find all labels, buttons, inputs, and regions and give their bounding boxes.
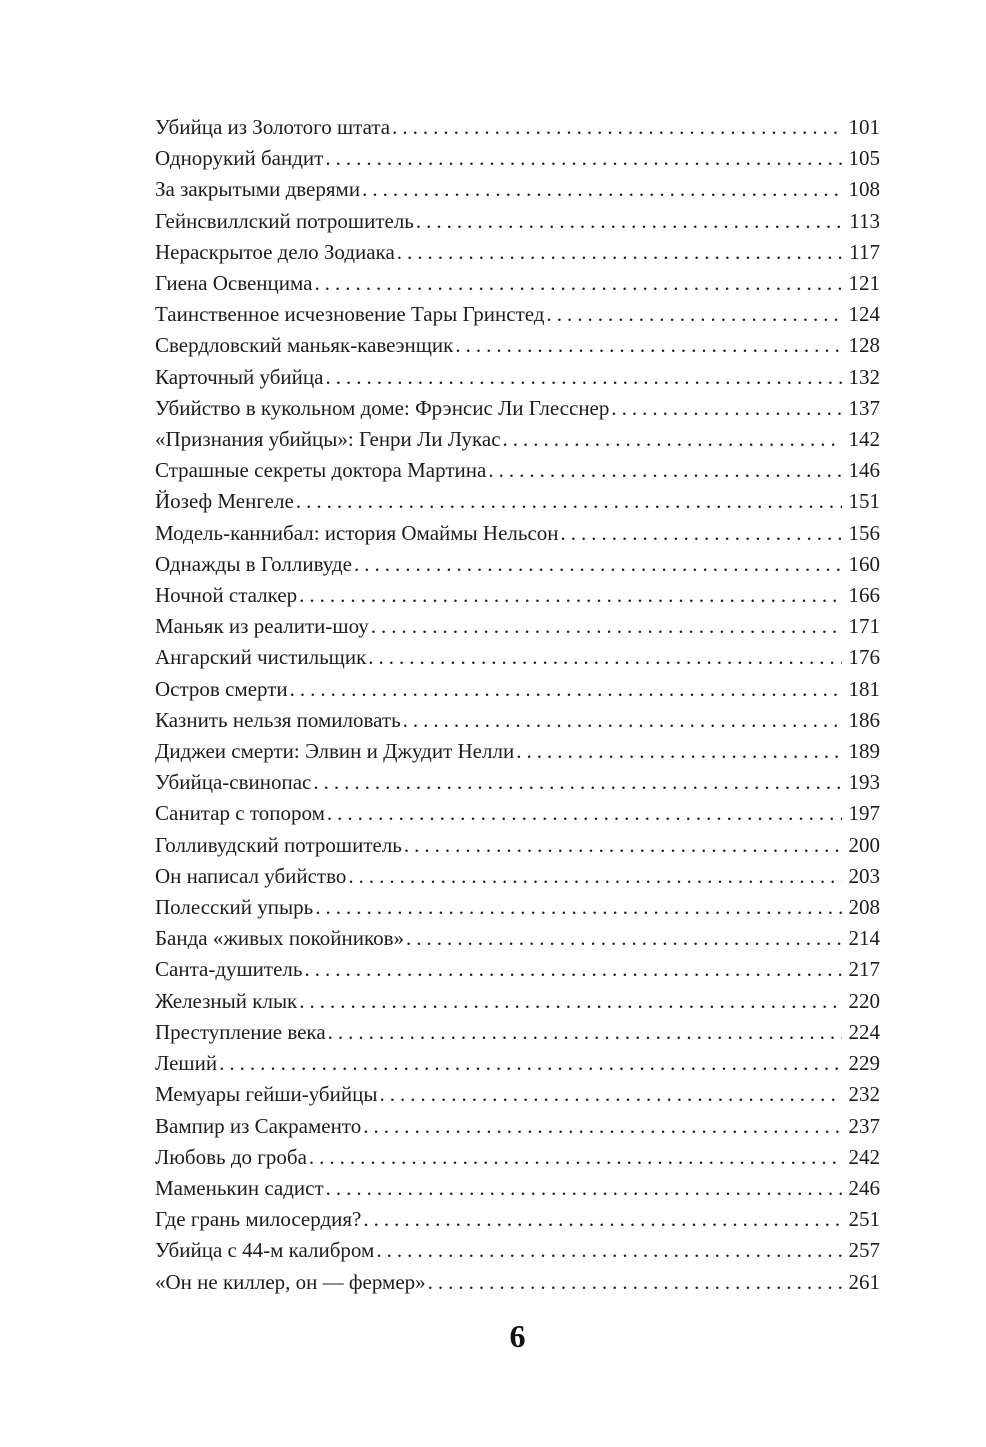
toc-dot-leader [363,1204,842,1235]
toc-row [155,861,880,892]
toc-dot-leader [315,268,843,299]
toc-dot-leader [403,705,842,736]
toc-row [155,892,880,923]
toc-row [155,174,880,205]
toc-row [155,736,880,767]
toc-entry-title: Он написал убийство [155,863,347,888]
toc-row [155,393,880,424]
toc-entry-title: Полесский упырь [155,895,314,920]
toc-dot-leader [362,174,842,205]
toc-dot-leader [561,518,842,549]
toc-row [155,1111,880,1142]
toc-entry-page: 176 [848,645,880,670]
toc-row [155,798,880,829]
toc-entry-page: 156 [848,520,880,545]
toc-row [155,611,880,642]
toc-dot-leader [354,549,842,580]
toc-entry-page: 197 [848,801,880,826]
toc-row [155,112,880,143]
toc-entry-title: Таинственное исчезновение Тары Гринстед [155,302,545,327]
toc-row [155,518,880,549]
toc-dot-leader [611,393,842,424]
toc-row [155,1235,880,1266]
toc-entry-title: Йозеф Менгеле [155,489,294,514]
toc-entry-page: 181 [848,676,880,701]
toc-entry-title: Банда «живых покойников» [155,926,405,951]
toc-dot-leader [348,861,842,892]
page-footer [0,1318,986,1355]
toc-dot-leader [488,455,842,486]
toc-dot-leader [304,954,842,985]
toc-entry-title: Убийца из Золотого штата [155,115,391,139]
toc-entry-title: Голливудский потрошитель [155,832,402,857]
toc-dot-leader [428,1267,842,1298]
toc-entry-title: «Он не киллер, он — фермер» [155,1269,426,1294]
toc-entry-title: Где грань милосердия? [155,1207,362,1232]
toc-entry-title: Санта-душитель [155,957,303,982]
toc-entry-page: 200 [848,832,880,857]
toc-dot-leader [325,143,842,174]
toc-row [155,830,880,861]
toc-row [155,674,880,705]
toc-entry-page: 124 [848,302,880,327]
toc-row [155,1173,880,1204]
toc-row [155,1079,880,1110]
toc-entry-page: 257 [848,1238,880,1263]
toc-dot-leader [547,299,843,330]
toc-row [155,954,880,985]
toc-row [155,1017,880,1048]
toc-entry-page: 117 [849,239,880,264]
toc-entry-title: Преступление века [155,1019,326,1044]
toc-entry-page: 108 [848,177,880,202]
toc-entry-title: Однажды в Голливуде [155,551,352,576]
toc-entry-page: 113 [849,208,880,233]
toc-entry-page: 203 [848,863,880,888]
toc-entry-title: Казнить нельзя помиловать [155,707,401,732]
toc-row [155,1142,880,1173]
toc-entry-page: 246 [848,1175,880,1200]
toc-entry-page: 224 [848,1019,880,1044]
toc-dot-leader [406,923,842,954]
toc-entry-page: 214 [848,926,880,951]
toc-row [155,767,880,798]
toc-entry-page: 193 [848,770,880,795]
toc-entry-page: 229 [848,1051,880,1076]
toc-entry-title: Диджеи смерти: Элвин и Джудит Нелли [155,739,515,764]
toc-entry-page: 142 [848,427,880,452]
toc-dot-leader [379,1079,842,1110]
toc-entry-title: Нераскрытое дело Зодиака [155,239,395,264]
toc-entry-title: Убийца-свинопас [155,770,312,795]
toc-entry-title: Карточный убийца [155,364,324,389]
toc-entry-page: 217 [848,957,880,982]
toc-dot-leader [296,486,842,517]
toc-entry-title: Остров смерти [155,676,288,701]
toc-dot-leader [371,611,842,642]
toc-row [155,330,880,361]
toc-entry-page: 220 [848,988,880,1013]
toc-entry-title: Леший [155,1051,218,1076]
toc-entry-title: Маменькин садист [155,1175,324,1200]
toc-row [155,299,880,330]
toc-dot-leader [328,1017,842,1048]
toc-row [155,923,880,954]
toc-row [155,705,880,736]
toc-entry-page: 105 [848,146,880,171]
toc-row [155,486,880,517]
toc-dot-leader [327,798,842,829]
toc-dot-leader [376,1235,842,1266]
toc-entry-title: «Признания убийцы»: Генри Ли Лукас [155,427,501,452]
toc-entry-page: 101 [848,115,880,139]
toc-entry-page: 208 [848,895,880,920]
toc-dot-leader [299,986,842,1017]
toc-entry-page: 121 [848,271,880,296]
toc-row [155,986,880,1017]
toc-entry-title: Страшные секреты доктора Мартина [155,458,487,483]
toc-dot-leader [455,330,842,361]
toc-entry-page: 171 [848,614,880,639]
toc-entry-title: Ночной сталкер [155,583,298,608]
toc-entry-page: 151 [848,489,880,514]
toc-entry-title: Маньяк из реалити-шоу [155,614,369,639]
toc-dot-leader [363,1111,842,1142]
toc-row [155,1048,880,1079]
toc-entry-page: 261 [848,1269,880,1294]
toc-dot-leader [516,736,842,767]
toc-row [155,1204,880,1235]
toc-entry-title: Убийца с 44-м калибром [155,1238,375,1263]
toc-row [155,206,880,237]
toc-entry-page: 166 [848,583,880,608]
toc-entry-title: Железный клык [155,988,298,1013]
toc-entry-page: 189 [848,739,880,764]
toc-entry-title: Мемуары гейши-убийцы [155,1082,378,1107]
toc-row [155,362,880,393]
toc-dot-leader [219,1048,842,1079]
toc-entry-title: Однорукий бандит [155,146,324,171]
toc-entry-title: Ангарский чистильщик [155,645,367,670]
toc-entry-page: 132 [848,364,880,389]
toc-entry-page: 251 [848,1207,880,1232]
toc-entry-page: 242 [848,1144,880,1169]
toc-row [155,143,880,174]
toc-row [155,268,880,299]
toc-dot-leader [325,362,842,393]
toc-dot-leader [392,112,842,143]
toc-dot-leader [404,830,842,861]
toc-entry-title: За закрытыми дверями [155,177,361,202]
toc-dot-leader [313,767,842,798]
toc-entry-page: 232 [848,1082,880,1107]
toc-entry-title: Модель-каннибал: история Омаймы Нельсон [155,520,559,545]
toc-row [155,455,880,486]
toc-dot-leader [315,892,842,923]
toc-dot-leader [368,642,842,673]
toc-entry-page: 137 [848,395,880,420]
toc-entry-title: Свердловский маньяк-кавеэнщик [155,333,454,358]
toc-row [155,580,880,611]
toc-entry-page: 160 [848,551,880,576]
footer-page-number: 6 [509,1317,526,1354]
toc-dot-leader [326,1173,842,1204]
toc-entry-title: Вампир из Сакраменто [155,1113,362,1138]
toc-row [155,1267,880,1298]
toc-entry-title: Любовь до гроба [155,1144,307,1169]
toc-dot-leader [309,1142,842,1173]
toc-row [155,237,880,268]
toc-dot-leader [416,206,842,237]
toc-entry-title: Гиена Освенцима [155,271,313,296]
toc-entry-page: 237 [848,1113,880,1138]
toc-entry-page: 186 [848,707,880,732]
toc-dot-leader [397,237,842,268]
toc-dot-leader [299,580,842,611]
toc-entry-page: 146 [848,458,880,483]
toc-row [155,424,880,455]
toc-dot-leader [503,424,842,455]
toc-entry-title: Санитар с топором [155,801,325,826]
toc-entry-page: 128 [848,333,880,358]
toc-entry-title: Убийство в кукольном доме: Фрэнсис Ли Глесснер [155,395,610,420]
toc-dot-leader [290,674,842,705]
toc-row [155,642,880,673]
toc-row [155,549,880,580]
toc-entry-title: Гейнсвиллский потрошитель [155,208,414,233]
